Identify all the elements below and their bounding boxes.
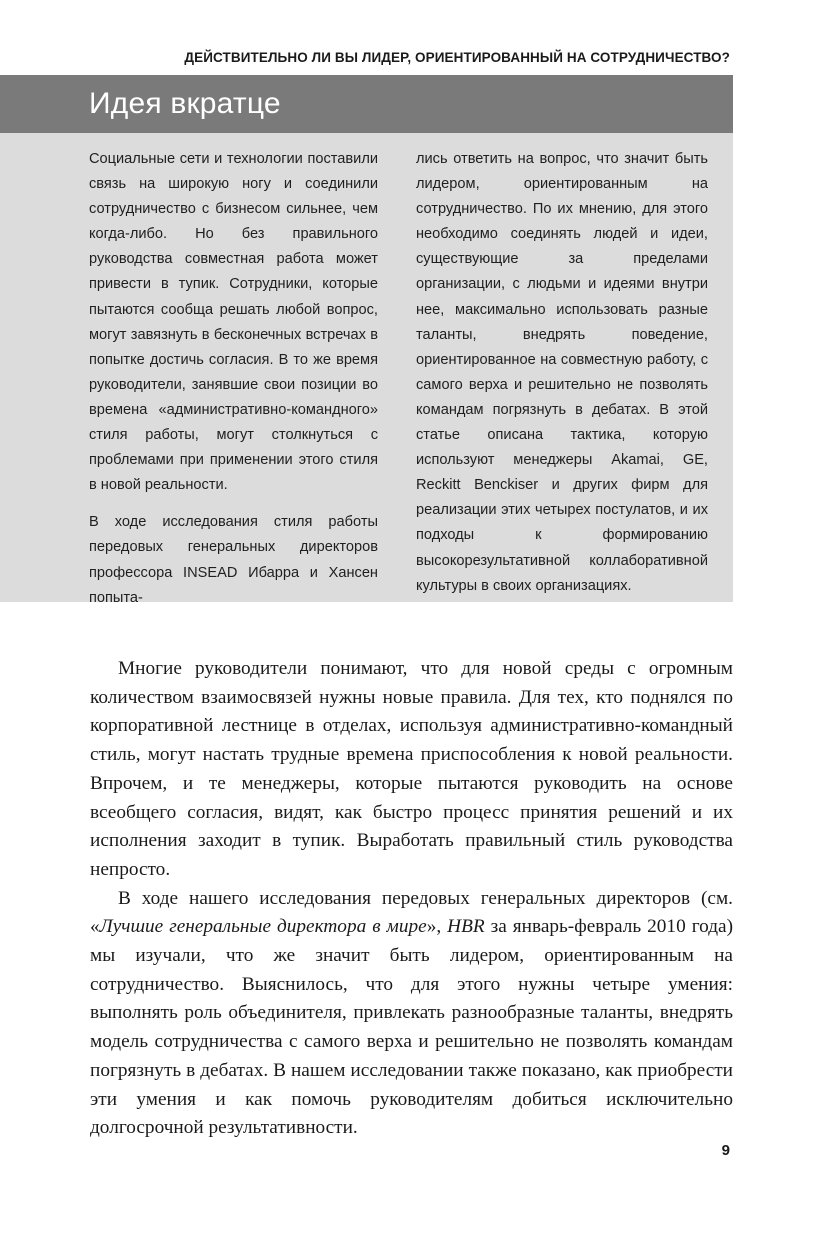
sidebar-paragraph: Социальные сети и технологии поставили связь на широкую ногу и соединили сотрудничество с бизнесом сильнее, чем когда-либо. Но без правильного руководства совместная работа может привести в тупик. Сотрудники, которые пытаются сообща решать любой вопрос, могут завязнуть в бесконечных встречах в попытке достичь согласия. В то же время руководители, занявшие свои позиции во времена «административно-командного» стиля работы, могут столкнуться с проблемами при применении этого стиля в новой реальности. xyxy=(89,151,378,494)
body-paragraph: Многие руководители понимают, что для новой среды с огромным количеством взаимосвязей нужны новые правила. Для тех, кто поднялся по корпоративной лестнице в отделах, используя административно-командный стиль, могут настать трудные времена приспособления к новой реальности. Впрочем, и те менеджеры, которые пытаются руководить на основе всеобщего согласия, видят, как быстро процесс принятия решений и их исполнения заходит в тупик. Выработать правильный стиль руководства непросто. xyxy=(90,658,733,880)
article-body xyxy=(90,655,733,1143)
sidebar-right-column xyxy=(416,147,708,611)
sidebar-paragraph: В ходе исследования стиля работы передовых генеральных директоров профессора INSEAD Ибарра и Хансен попыта- xyxy=(89,514,378,606)
sidebar-title: Идея вкратце xyxy=(89,87,281,120)
text-run: В ходе нашего исследования передовых генеральных директоров (см. « xyxy=(90,887,733,938)
text-run: за январь-февраль 2010 года) мы изучали, что же значит быть лидером, ориентированным на сотрудничество. Выяснилось, что для этого нужны четыре умения: выполнять роль объединителя, привлекать разнообразные таланты, внедрять модель сотрудничества с самого верха и решительно не позволять командам погрязнуть в дебатах. В нашем исследовании также показано, как приобрести эти умения и как помочь руководителям добиться исключительно долгосрочной результативности. xyxy=(90,916,733,1139)
sidebar-left-column xyxy=(89,147,378,623)
summary-sidebar xyxy=(0,75,733,606)
running-header: ДЕЙСТВИТЕЛЬНО ЛИ ВЫ ЛИДЕР, ОРИЕНТИРОВАННЫЙ НА СОТРУДНИЧЕСТВО? xyxy=(184,50,730,65)
sidebar-title-bar xyxy=(0,75,733,133)
sidebar-paragraph: лись ответить на вопрос, что значит быть лидером, ориентированным на сотрудничество. По их мнению, для этого необходимо соединять людей и идеи, существующие за пределами организации, с людьми и идеями внутри нее, максимально использовать разные таланты, внедрять поведение, ориентированное на совместную работу, с самого верха и решительно не позволять командам погрязнуть в дебатах. В этой статье описана тактика, которую используют менеджеры Akamai, GE, Reckitt Benckiser и других фирм для реализации этих четырех постулатов, и их подходы к формированию высокорезультативной коллаборативной культуры в своих организациях. xyxy=(416,151,708,594)
page-number: 9 xyxy=(721,1142,730,1159)
journal-name: HBR xyxy=(447,916,485,938)
text-run: », xyxy=(426,916,448,938)
cited-article-title: Лучшие генеральные директора в мире xyxy=(99,916,427,938)
body-paragraph xyxy=(90,885,733,1143)
